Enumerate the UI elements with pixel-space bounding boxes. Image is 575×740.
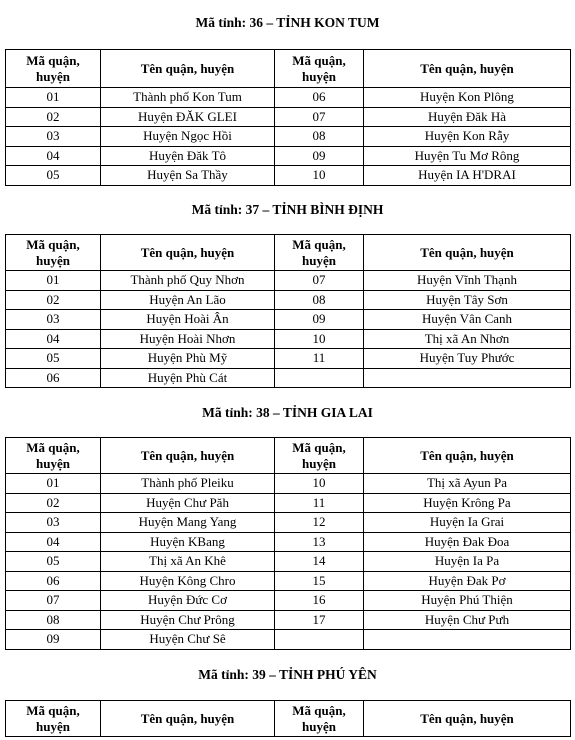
district-code: 02: [6, 290, 101, 310]
section-title-39: Mã tỉnh: 39 – TỈNH PHÚ YÊN: [198, 667, 377, 682]
section-title-37: Mã tỉnh: 37 – TỈNH BÌNH ĐỊNH: [191, 202, 384, 217]
district-name: Huyện Phù Cát: [101, 368, 275, 388]
header-name: Tên quận, huyện: [101, 50, 275, 88]
district-code: 05: [6, 349, 101, 369]
district-name: Huyện Chư Pưh: [364, 610, 571, 630]
header-name: Tên quận, huyện: [364, 438, 571, 474]
district-name: Huyện Ngọc Hồi: [101, 127, 275, 147]
district-name: Huyện Đăk Tô: [101, 146, 275, 166]
header-name: Tên quận, huyện: [364, 50, 571, 88]
district-name: Huyện Đức Cơ: [101, 591, 275, 611]
header-code: Mã quận, huyện: [6, 701, 101, 737]
district-name: Huyện Sa Thầy: [101, 166, 275, 186]
district-name: Huyện Đak Pơ: [364, 571, 571, 591]
district-name: Huyện An Lão: [101, 290, 275, 310]
district-name: Huyện Ia Grai: [364, 513, 571, 533]
district-code: 01: [6, 271, 101, 291]
district-code: 12: [275, 513, 364, 533]
header-code: Mã quận, huyện: [6, 438, 101, 474]
district-name: Huyện Hoài Ân: [101, 310, 275, 330]
district-name: Huyện Mang Yang: [101, 513, 275, 533]
header-code: Mã quận, huyện: [275, 701, 364, 737]
table-row: [6, 329, 571, 349]
district-name: Huyện Chư Sê: [101, 630, 275, 650]
table-row: [6, 513, 571, 533]
district-name: Huyện Kon Plông: [364, 88, 571, 108]
district-name: Huyện Chư Păh: [101, 493, 275, 513]
table-row: [6, 532, 571, 552]
district-code: 07: [275, 107, 364, 127]
table-header-row: [6, 235, 571, 271]
header-code: Mã quận, huyện: [275, 50, 364, 88]
table-row: [6, 349, 571, 369]
header-name: Tên quận, huyện: [364, 701, 571, 737]
table-row: [6, 630, 571, 650]
header-code: Mã quận, huyện: [275, 235, 364, 271]
table-row: [6, 146, 571, 166]
district-code: 09: [6, 630, 101, 650]
district-name: Huyện Vân Canh: [364, 310, 571, 330]
district-code: 04: [6, 146, 101, 166]
district-table-36: [5, 49, 571, 186]
district-code: 02: [6, 107, 101, 127]
district-name: Huyện Kon Rẫy: [364, 127, 571, 147]
district-code: 06: [6, 368, 101, 388]
district-code: 08: [275, 127, 364, 147]
district-code: 09: [275, 310, 364, 330]
district-name: Huyện Ia Pa: [364, 552, 571, 572]
district-code: 11: [275, 493, 364, 513]
header-name: Tên quận, huyện: [364, 235, 571, 271]
district-name: Thị xã Ayun Pa: [364, 474, 571, 494]
district-code: 03: [6, 310, 101, 330]
table-row: [6, 107, 571, 127]
district-name: Huyện Phù Mỹ: [101, 349, 275, 369]
district-name: Thị xã An Khê: [101, 552, 275, 572]
district-name: Huyện Đak Đoa: [364, 532, 571, 552]
district-name: Thành phố Pleiku: [101, 474, 275, 494]
district-code: 08: [275, 290, 364, 310]
district-name: Thành phố Quy Nhơn: [101, 271, 275, 291]
header-code: Mã quận, huyện: [6, 235, 101, 271]
district-name: Huyện Chư Prông: [101, 610, 275, 630]
district-name: Huyện Tuy Phước: [364, 349, 571, 369]
table-row: [6, 571, 571, 591]
header-code: Mã quận, huyện: [6, 50, 101, 88]
district-name: Huyện IA H'DRAI: [364, 166, 571, 186]
table-row: [6, 368, 571, 388]
district-code: 14: [275, 552, 364, 572]
district-table-38: [5, 437, 571, 650]
header-code: Mã quận, huyện: [275, 438, 364, 474]
district-code: [275, 630, 364, 650]
district-name: [364, 630, 571, 650]
section-title-36: Mã tỉnh: 36 – TỈNH KON TUM: [195, 15, 380, 30]
district-code: 03: [6, 513, 101, 533]
table-row: [6, 610, 571, 630]
district-name: Huyện Tu Mơ Rông: [364, 146, 571, 166]
district-name: Thị xã An Nhơn: [364, 329, 571, 349]
table-row: [6, 552, 571, 572]
district-name: Huyện Vĩnh Thạnh: [364, 271, 571, 291]
district-code: 06: [6, 571, 101, 591]
table-header-row: [6, 701, 571, 737]
district-name: Huyện Kông Chro: [101, 571, 275, 591]
table-row: [6, 166, 571, 186]
district-code: 01: [6, 88, 101, 108]
table-header-row: [6, 438, 571, 474]
district-code: 03: [6, 127, 101, 147]
district-name: Huyện Hoài Nhơn: [101, 329, 275, 349]
district-code: 08: [6, 610, 101, 630]
district-code: 11: [275, 349, 364, 369]
table-row: [6, 290, 571, 310]
district-name: Huyện KBang: [101, 532, 275, 552]
district-code: 13: [275, 532, 364, 552]
district-code: 02: [6, 493, 101, 513]
district-name: Huyện Tây Sơn: [364, 290, 571, 310]
table-row: [6, 310, 571, 330]
district-name: Huyện Krông Pa: [364, 493, 571, 513]
table-row: [6, 493, 571, 513]
district-code: 16: [275, 591, 364, 611]
district-code: 01: [6, 474, 101, 494]
header-name: Tên quận, huyện: [101, 701, 275, 737]
district-code: 17: [275, 610, 364, 630]
district-name: Huyện ĐĂK GLEI: [101, 107, 275, 127]
table-header-row: [6, 50, 571, 88]
table-row: [6, 474, 571, 494]
district-name: Huyện Đăk Hà: [364, 107, 571, 127]
table-row: [6, 271, 571, 291]
district-table-39: [5, 700, 571, 737]
table-row: [6, 127, 571, 147]
district-code: 09: [275, 146, 364, 166]
district-name: [364, 368, 571, 388]
district-code: 04: [6, 532, 101, 552]
district-code: 07: [275, 271, 364, 291]
district-code: 05: [6, 552, 101, 572]
district-code: 05: [6, 166, 101, 186]
district-code: 04: [6, 329, 101, 349]
district-table-37: [5, 234, 571, 388]
district-code: 10: [275, 474, 364, 494]
section-title-38: Mã tỉnh: 38 – TỈNH GIA LAI: [202, 405, 373, 420]
district-name: Thành phố Kon Tum: [101, 88, 275, 108]
header-name: Tên quận, huyện: [101, 438, 275, 474]
district-code: 10: [275, 329, 364, 349]
district-code: [275, 368, 364, 388]
district-code: 15: [275, 571, 364, 591]
table-row: [6, 88, 571, 108]
table-row: [6, 591, 571, 611]
district-name: Huyện Phú Thiện: [364, 591, 571, 611]
district-code: 06: [275, 88, 364, 108]
header-name: Tên quận, huyện: [101, 235, 275, 271]
district-code: 07: [6, 591, 101, 611]
district-code: 10: [275, 166, 364, 186]
